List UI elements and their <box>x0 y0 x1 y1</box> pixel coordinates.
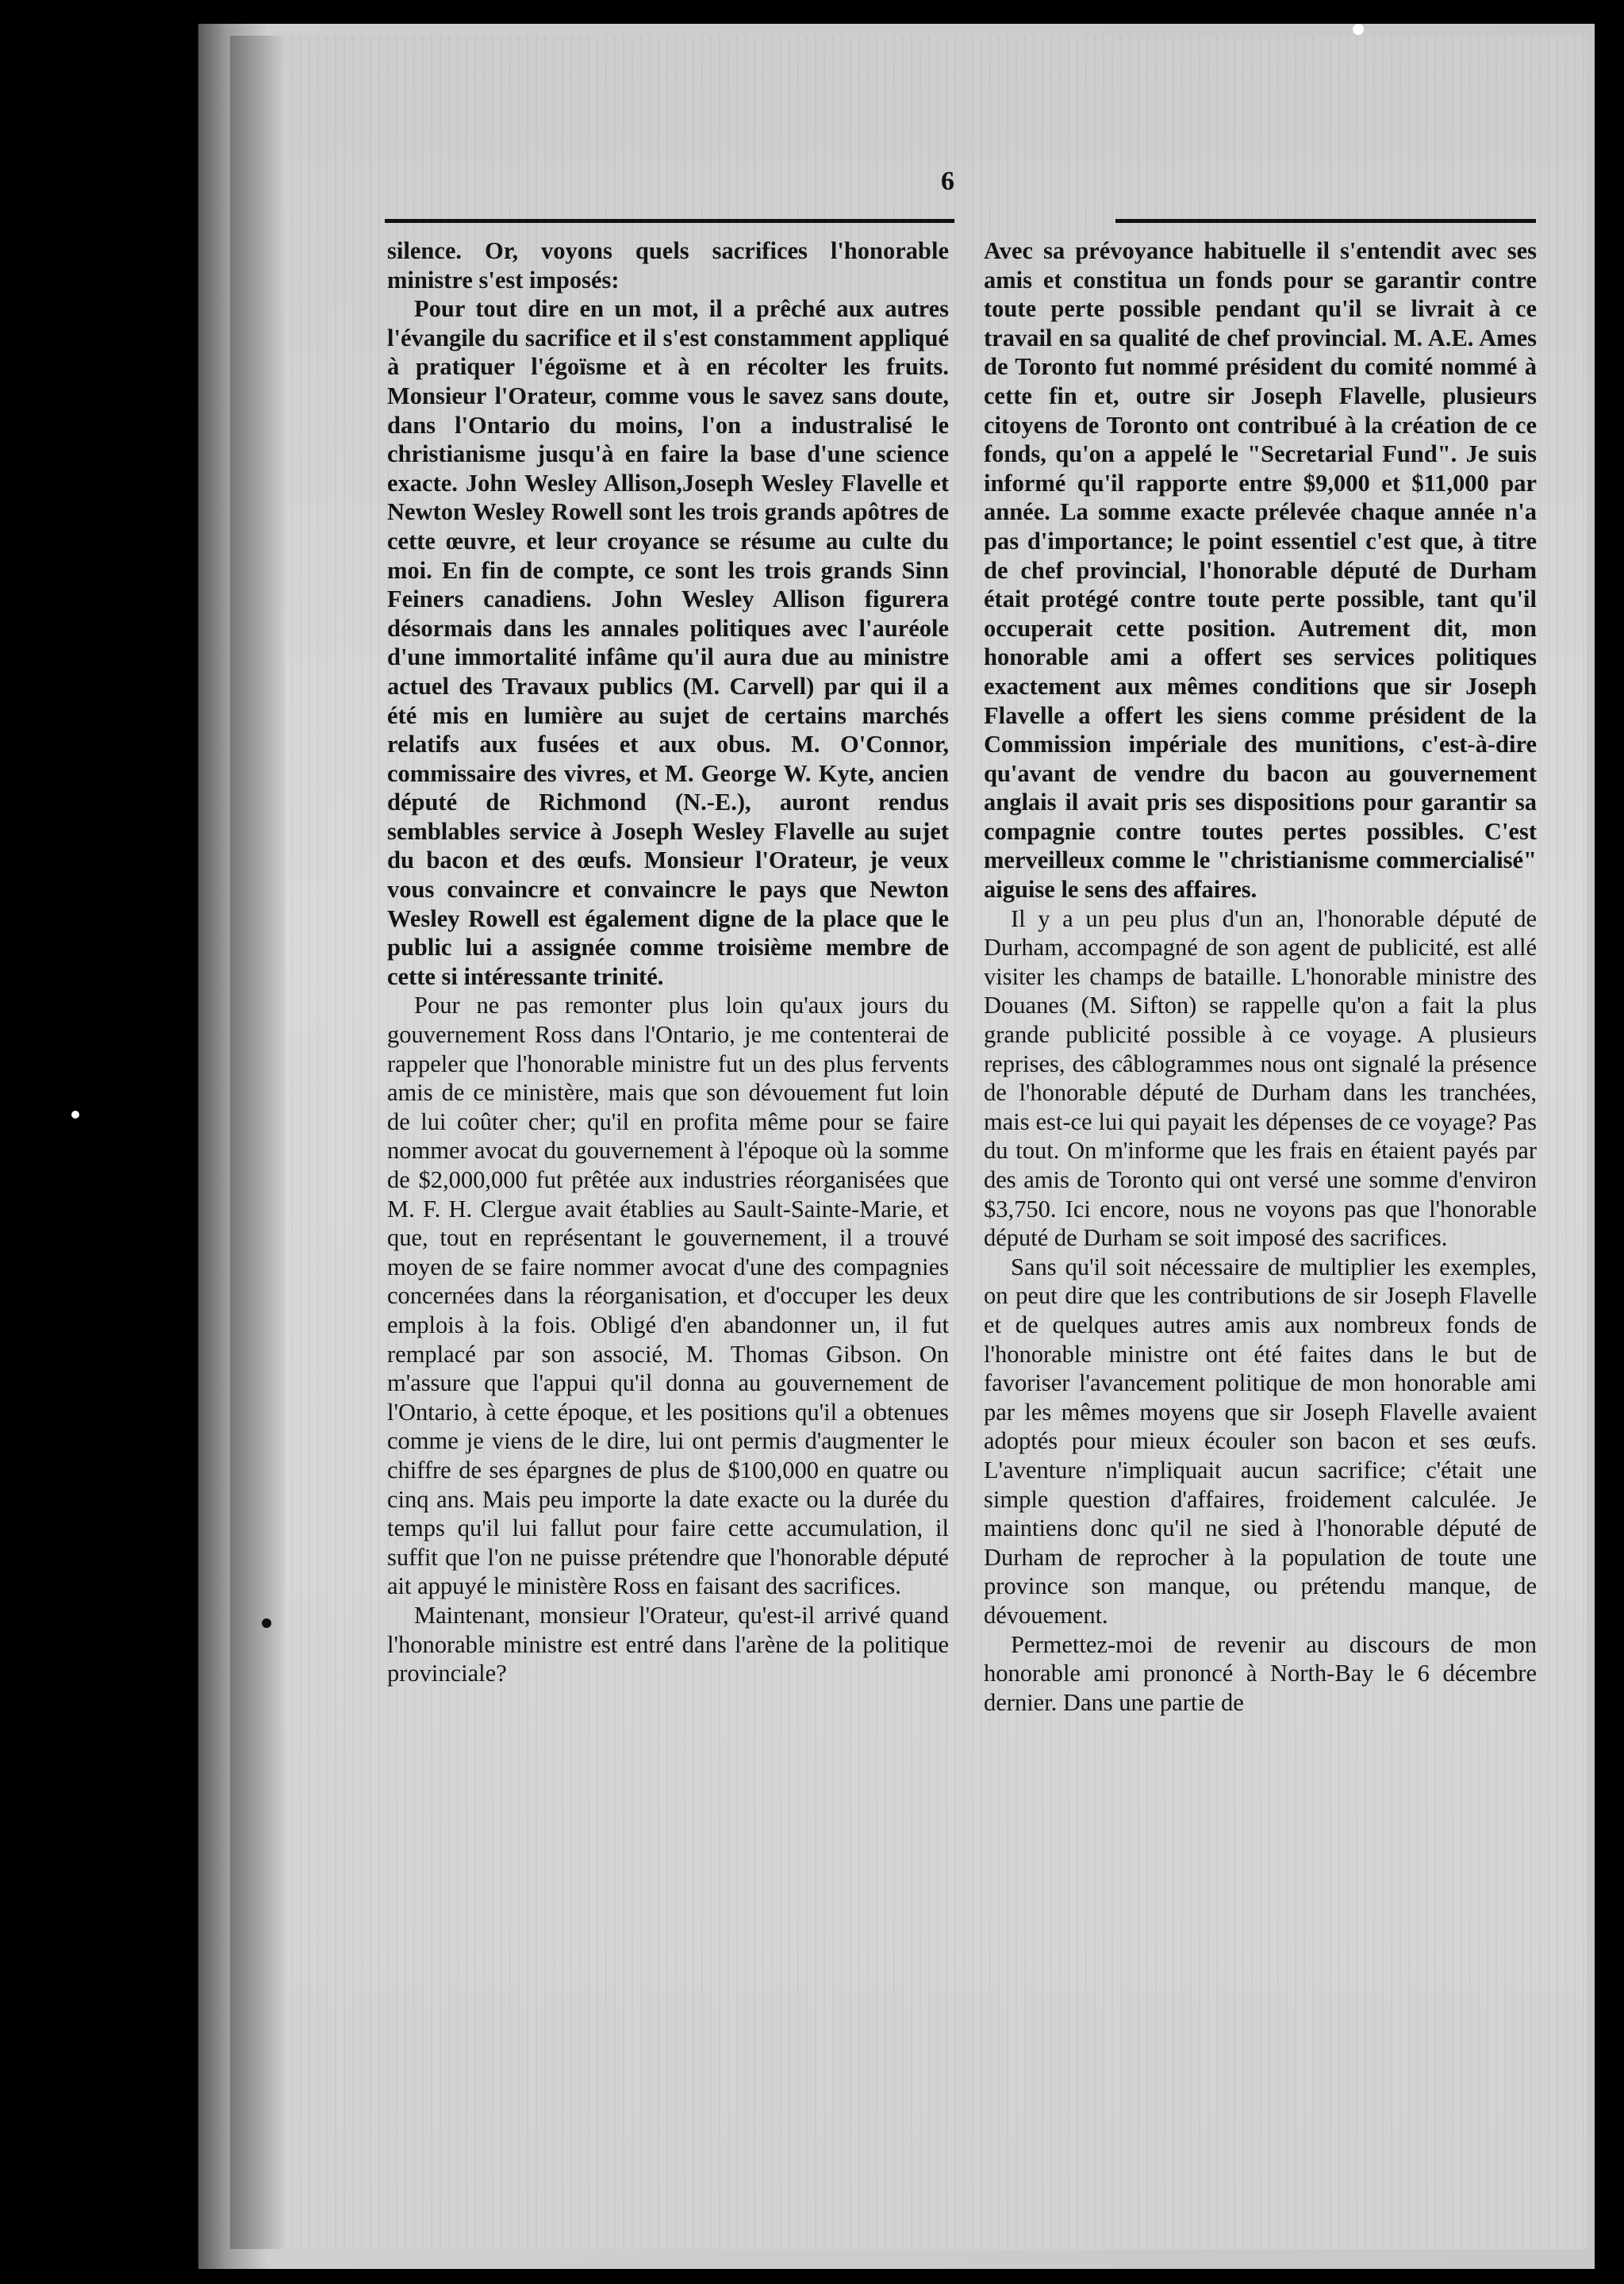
paragraph: Sans qu'il soit nécessaire de multiplier les exemples, on peut dire que les contributions de sir Joseph Flavelle et de quelques autres amis aux nombreux fonds de l'honorable ministre ont été faites dans le but de favoriser l'avancement politique de mon honorable ami par les mêmes moyens que sir Joseph Flavelle avaient adoptés pour mieux écouler son bacon et ses œufs. L'aventure n'impliquait aucun sacrifice; c'était une simple question d'affaires, froidement calculée. Je maintiens donc qu'il ne sied à l'honorable député de Durham de reprocher à la population de toute une province son manque, ou prétendu manque, de dévouement. <box>984 1253 1537 1629</box>
header-rule-right <box>1115 219 1536 223</box>
paragraph: Pour ne pas remonter plus loin qu'aux jours du gouvernement Ross dans l'Ontario, je me contenterai de rappeler que l'honorable ministre fut un des plus fervents amis de ce ministère, mais que son dévouement fut loin de lui coûter cher; qu'il en profita même pour se faire nommer avocat du gouvernement à l'époque où la somme de $2,000,000 fut prêtée aux industries réorganisées que M. F. H. Clergue avait établies au Sault-Sainte-Marie, et que, tout en représentant le gouvernement, il a trouvé moyen de se faire nommer avocat d'une des compagnies concernées dans la réorganisation, et d'occuper les deux emplois à la fois. Obligé d'en abandonner un, il fut remplacé par son associé, M. Thomas Gibson. On m'assure que l'appui qu'il donna au gouvernement de l'Ontario, à cette époque, et les positions qu'il a obtenues comme je viens de le dire, lui ont permis d'augmenter le chiffre de ses épargnes de plus de $100,000 en quatre ou cinq ans. Mais peu importe la date exacte ou la durée du temps qu'il lui fallut pour faire cette accumulation, il suffit que l'on ne puisse prétendre que l'honorable député ait appuyé le ministère Ross en faisant des sacrifices. <box>387 992 949 1600</box>
left-text-column <box>387 236 949 1688</box>
scan-speck <box>262 1618 271 1628</box>
header-rule-left <box>385 219 954 223</box>
page-number: 6 <box>941 167 954 196</box>
scan-speck <box>71 1111 79 1119</box>
paragraph: Permettez-moi de revenir au discours de mon honorable ami prononcé à North-Bay le 6 décembre dernier. Dans une partie de <box>984 1630 1537 1716</box>
right-text-column <box>984 236 1537 1717</box>
paragraph: silence. Or, voyons quels sacrifices l'honorable ministre s'est imposés: <box>387 237 949 294</box>
paragraph: Avec sa prévoyance habituelle il s'entendit avec ses amis et constitua un fonds pour se garantir contre toute perte possible pendant qu'il se livrait à ce travail en sa qualité de chef provincial. M. A.E. Ames de Toronto fut nommé président du comité nommé à cette fin et, outre sir Joseph Flavelle, plusieurs citoyens de Toronto ont contribué à la création de ce fonds, qu'on a appelé le "Secretarial Fund". Je suis informé qu'il rapporte entre $9,000 et $11,000 par année. La somme exacte prélevée chaque année n'a pas d'importance; le point essentiel c'est que, à titre de chef provincial, l'honorable député de Durham était protégé contre toute perte possible, tant qu'il occuperait cette position. Autrement dit, mon honorable ami a offert ses services politiques exactement aux mêmes conditions que sir Joseph Flavelle a offert les siens comme président de la Commission impériale des munitions, c'est-à-dire qu'avant de vendre du bacon au gouvernement anglais il avait pris ses dispositions pour garantir sa compagnie contre toutes pertes possibles. C'est merveilleux comme le "christianisme commercialisé" aiguise le sens des affaires. <box>984 237 1537 904</box>
page-binding-shadow <box>230 36 286 2249</box>
scan-speck <box>1353 24 1364 35</box>
paragraph: Maintenant, monsieur l'Orateur, qu'est-il arrivé quand l'honorable ministre est entré dans l'arène de la politique provinciale? <box>387 1601 949 1687</box>
paragraph: Il y a un peu plus d'un an, l'honorable député de Durham, accompagné de son agent de publicité, est allé visiter les champs de bataille. L'honorable ministre des Douanes (M. Sifton) se rappelle qu'on a fait la plus grande publicité possible à ce voyage. A plusieurs reprises, des câblogrammes nous ont signalé la présence de l'honorable député de Durham dans les tranchées, mais est-ce lui qui payait les dépenses de ce voyage? Pas du tout. On m'informe que les frais en étaient payés par des amis de Toronto qui ont versé une somme d'environ $3,750. Ici encore, nous ne voyons pas que l'honorable député de Durham se soit imposé des sacrifices. <box>984 904 1537 1252</box>
paragraph: Pour tout dire en un mot, il a prêché aux autres l'évangile du sacrifice et il s'est constamment appliqué à pratiquer l'égoïsme et à en récolter les fruits. Monsieur l'Orateur, comme vous le savez sans doute, dans l'Ontario du moins, l'on a industralisé le christianisme jusqu'à en faire la base d'une science exacte. John Wesley Allison,Joseph Wesley Flavelle et Newton Wesley Rowell sont les trois grands apôtres de cette œuvre, et leur croyance se résume au culte du moi. En fin de compte, ce sont les trois grands Sinn Feiners canadiens. John Wesley Allison figurera désormais dans les annales politiques avec l'auréole d'une immortalité infâme qu'il aura due au ministre actuel des Travaux publics (M. Carvell) par qui il a été mis en lumière au sujet de certains marchés relatifs aux fusées et aux obus. M. O'Connor, commissaire des vivres, et M. George W. Kyte, ancien député de Richmond (N.-E.), auront rendus semblables service à Joseph Wesley Flavelle au sujet du bacon et des œufs. Monsieur l'Orateur, je veux vous convaincre et convaincre le pays que Newton Wesley Rowell est également digne de la place que le public lui a assignée comme troisième membre de cette si intéressante trinité. <box>387 295 949 990</box>
